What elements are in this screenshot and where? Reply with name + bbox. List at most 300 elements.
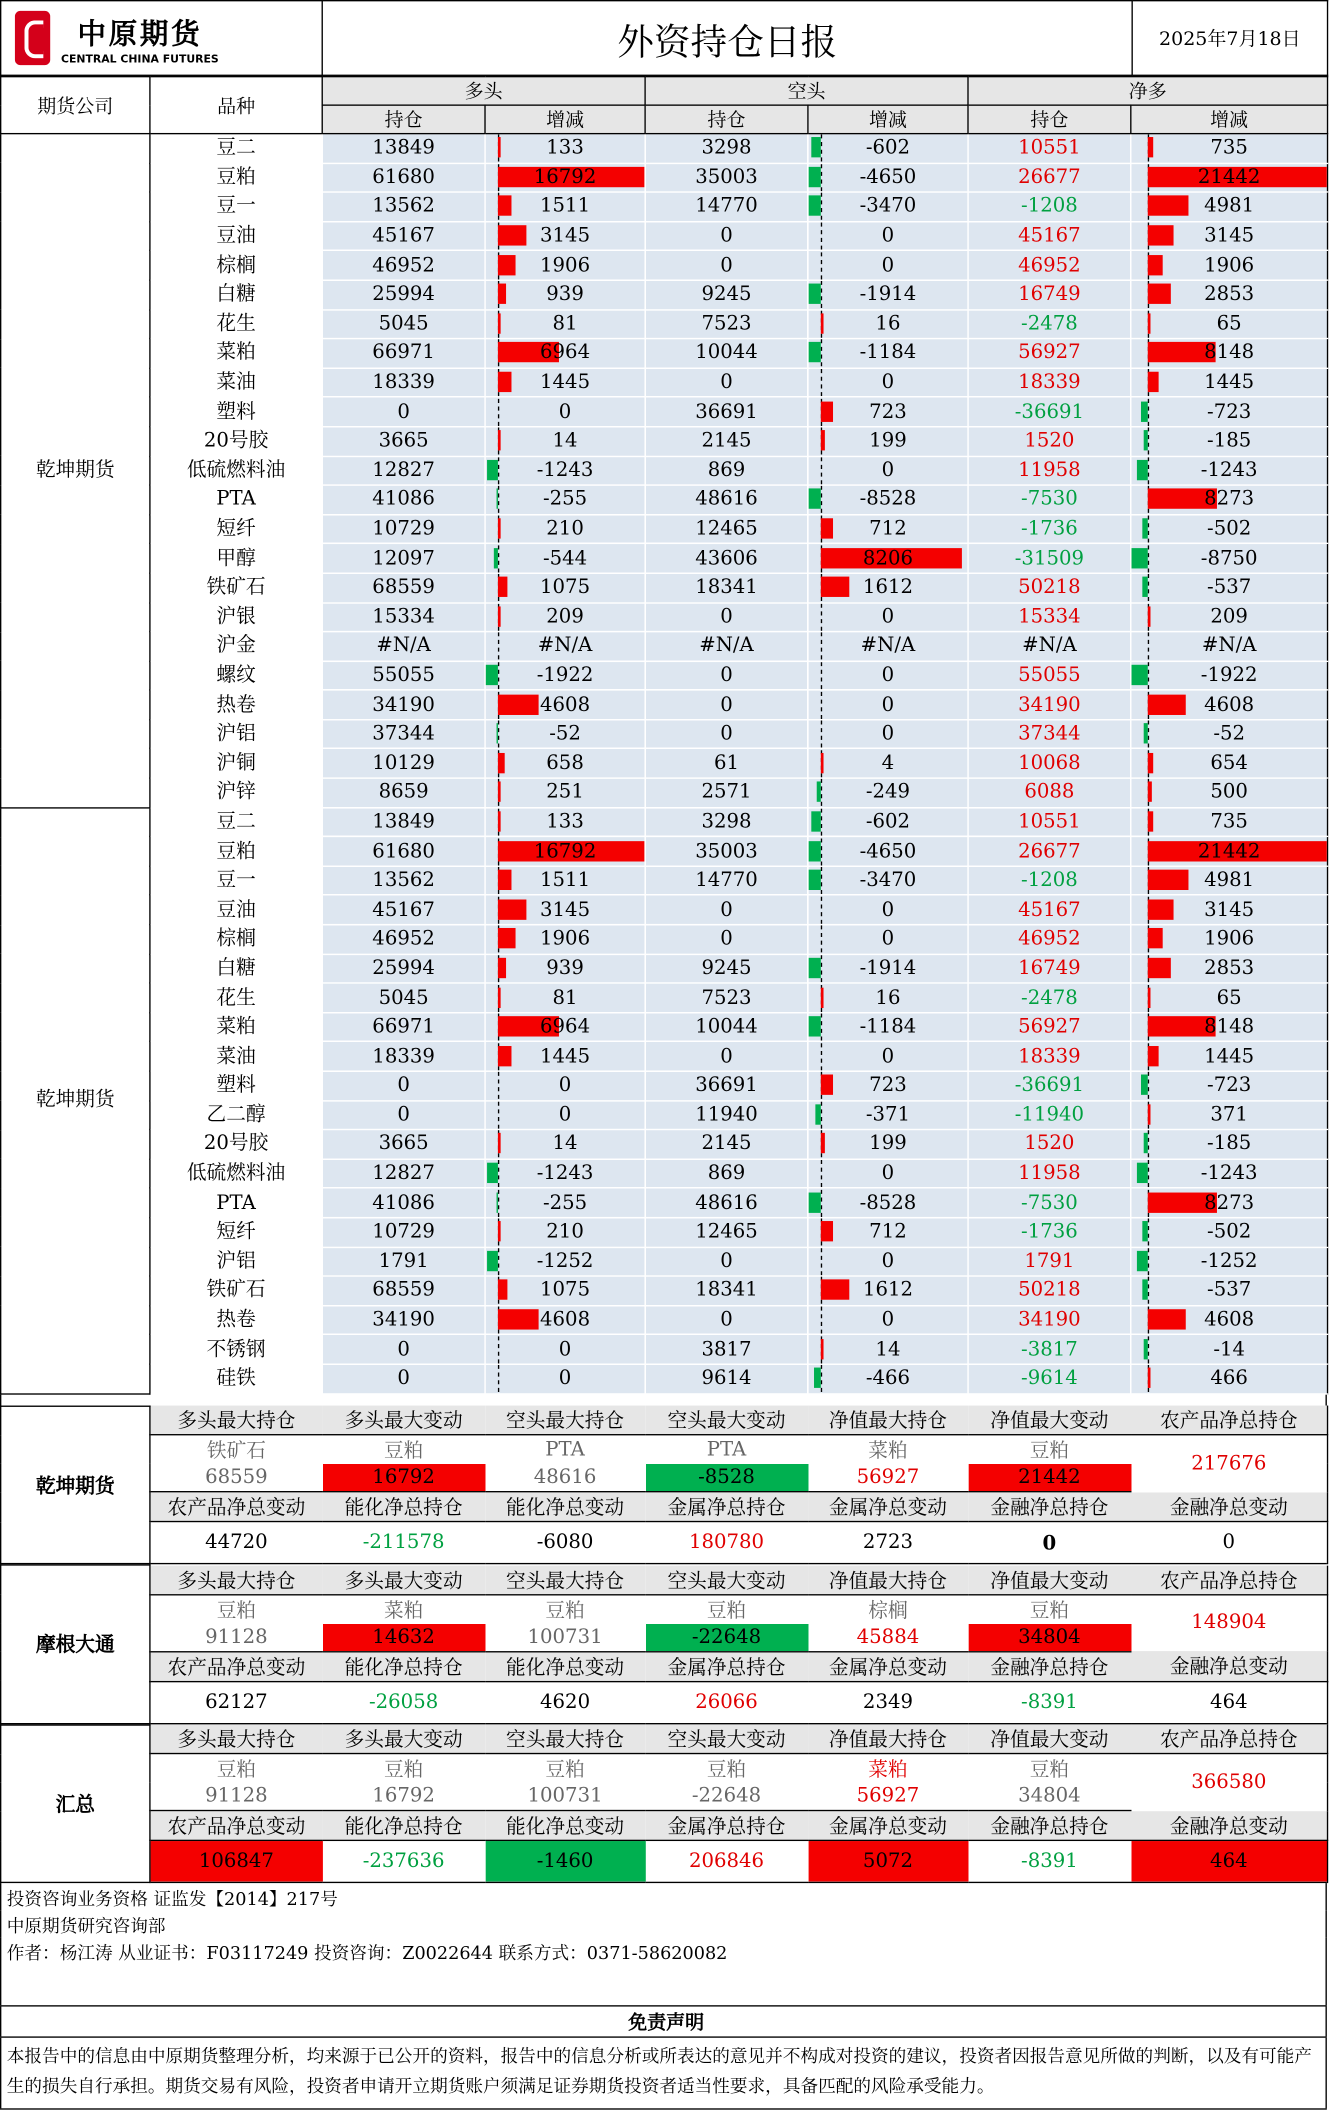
zero-axis [821,1160,822,1187]
short-pos: 43606 [645,544,808,573]
net-chg [1131,1100,1328,1129]
change-value: -185 [1207,1133,1252,1156]
change-value: 0 [881,225,895,248]
short-pos: 0 [645,895,808,924]
increase-bar [498,313,500,333]
summary-value: 100731 [485,1783,645,1811]
long-pos: 5045 [322,983,485,1012]
summary-label: 金属净总变动 [808,1811,968,1841]
change-value: 65 [1216,987,1242,1009]
summary-value: -8528 [645,1464,808,1492]
variety-name: 菜油 [150,1042,322,1071]
decrease-bar [813,1368,821,1388]
short-chg [808,573,968,602]
short-chg [808,1305,968,1334]
col-net-chg: 增减 [1131,105,1328,133]
change-value: -185 [1207,430,1252,453]
increase-bar [821,1339,823,1359]
net-pos: -1208 [968,192,1131,221]
variety-name: 热卷 [150,1305,322,1334]
short-chg [808,1188,968,1217]
change-value: 1075 [540,576,591,599]
change-value: -8750 [1200,547,1258,570]
zero-axis [821,633,822,660]
summary-label: 金融净总持仓 [968,1492,1131,1522]
increase-bar [821,1134,824,1154]
col-variety: 品种 [150,77,322,134]
short-chg [808,778,968,807]
variety-name: 菜粕 [150,339,322,368]
summary-label: 金融净总变动 [1131,1811,1328,1841]
increase-bar [498,577,507,597]
change-value: -537 [1207,576,1252,599]
table-row [1,807,1328,836]
change-value: 3145 [1204,225,1255,248]
change-value: 16792 [533,840,597,863]
summary-variety: 豆粕 [1029,1600,1070,1622]
short-pos: 18341 [645,573,808,602]
variety-name: 豆二 [150,134,322,163]
change-value: 0 [881,254,895,277]
zero-axis [498,633,499,660]
change-value: 133 [546,137,584,160]
change-value: 1445 [540,371,591,394]
summary-label: 能化净总变动 [485,1811,645,1841]
variety-name: 花生 [150,983,322,1012]
short-chg [808,514,968,543]
change-value: 14 [552,1133,578,1156]
variety-name: 沪金 [150,632,322,661]
increase-bar [1147,284,1171,304]
change-value: 1906 [540,928,591,951]
long-chg [485,778,645,807]
table-row [1,1100,1328,1129]
short-pos: 2145 [645,1130,808,1159]
table-row [1,573,1328,602]
table-row [1,983,1328,1012]
summary-value: 91128 [150,1623,322,1651]
increase-bar [1147,1104,1150,1124]
change-value: -8528 [859,1192,917,1214]
long-pos: 25994 [322,280,485,309]
change-value: 3145 [1204,899,1255,921]
short-chg [808,134,968,163]
summary-row [1,1811,1328,1841]
increase-bar [498,987,500,1007]
increase-bar [821,313,823,333]
change-value: 0 [881,1045,895,1068]
zero-axis [821,1189,822,1216]
change-value: -255 [542,1192,588,1214]
change-value: -1922 [1200,664,1258,687]
variety-name: 乙二醇 [150,1100,322,1129]
change-value: -502 [1207,1221,1252,1244]
increase-bar [821,987,823,1007]
variety-name: 豆粕 [150,163,322,192]
decrease-bar [496,489,498,509]
variety-name: 短纤 [150,1218,322,1247]
long-chg [485,749,645,778]
short-chg [808,544,968,573]
change-value: 0 [558,1104,572,1126]
net-pos: -11940 [968,1100,1131,1129]
summary-value: -22648 [645,1623,808,1651]
summary-value: -26058 [369,1691,439,1713]
long-chg [485,1013,645,1042]
summary-agri-net: 148904 [1131,1594,1328,1651]
decrease-bar [1132,665,1148,685]
company-name: 乾坤期货 [1,134,150,808]
summary-row [1,1783,1328,1811]
net-chg [1131,1364,1328,1393]
zero-axis [498,662,499,689]
summary-company: 汇总 [1,1724,150,1882]
summary-variety: 铁矿石 [206,1440,266,1463]
summary-label: 能化净总持仓 [322,1492,485,1522]
increase-bar [498,870,511,890]
summary-row [1,1623,1328,1651]
net-pos: 50218 [968,573,1131,602]
zero-axis [498,721,499,748]
col-long-chg: 增减 [485,105,645,133]
short-pos: 0 [645,690,808,719]
summary-row [1,1594,1328,1623]
zero-axis [498,1248,499,1275]
decrease-bar [809,167,822,187]
net-pos: 16749 [968,954,1131,983]
zero-axis [821,721,822,748]
short-pos: 11940 [645,1100,808,1129]
increase-bar [498,372,511,392]
change-value: -1184 [859,342,917,365]
change-value: 6964 [540,342,591,365]
net-pos: 56927 [968,1013,1131,1042]
variety-name: 20号胶 [150,427,322,456]
summary-value: 16792 [322,1464,485,1492]
summary-value: 34804 [968,1623,1131,1651]
increase-bar [1147,694,1186,714]
change-value: 4608 [540,694,591,716]
short-chg [808,339,968,368]
change-value: 0 [881,459,895,482]
net-chg [1131,749,1328,778]
long-chg [485,807,645,836]
change-value: 0 [881,371,895,394]
variety-name: 塑料 [150,397,322,426]
summary-variety: 豆粕 [706,1600,747,1622]
net-chg [1131,1218,1328,1247]
long-pos: 46952 [322,251,485,280]
table-row [1,456,1328,485]
change-value: 371 [1210,1104,1248,1126]
summary-label: 农产品净总持仓 [1131,1406,1328,1435]
long-pos: 3665 [322,427,485,456]
net-pos: 55055 [968,661,1131,690]
short-pos: 0 [645,222,808,251]
long-pos: 61680 [322,837,485,866]
net-pos: 26677 [968,163,1131,192]
net-pos: 26677 [968,837,1131,866]
decrease-bar [488,1163,499,1183]
table-row [1,368,1328,397]
summary-row [1,1724,1328,1753]
variety-name: 豆一 [150,192,322,221]
col-short-pos: 持仓 [645,105,808,133]
short-chg [808,632,968,661]
change-value: -1252 [1200,1250,1258,1273]
net-pos: 11958 [968,1159,1131,1188]
zero-axis [498,545,499,572]
decrease-bar [809,343,822,363]
increase-bar [498,811,500,831]
table-row [1,309,1328,338]
logo-mark-icon [15,11,50,65]
change-value: 8148 [1204,342,1255,365]
variety-name: 沪铜 [150,749,322,778]
short-pos: 48616 [645,485,808,514]
long-pos: 0 [322,397,485,426]
short-chg [808,397,968,426]
col-long-pos: 持仓 [322,105,485,133]
variety-name: 棕榈 [150,251,322,280]
increase-bar [1147,958,1171,978]
increase-bar [1147,782,1151,802]
summary-label: 净值最大变动 [968,1565,1131,1594]
change-value: 4608 [1204,694,1255,716]
summary-variety: 棕榈 [868,1600,908,1622]
summary-value: -22648 [645,1783,808,1811]
report-date: 2025年7月18日 [1132,1,1327,76]
short-pos: 0 [645,1305,808,1334]
net-pos: 18339 [968,1042,1131,1071]
summary-value: 56927 [808,1783,968,1811]
table-row [1,954,1328,983]
short-chg [808,222,968,251]
net-pos: -1736 [968,1218,1131,1247]
short-chg [808,983,968,1012]
change-value: 8206 [862,547,913,570]
short-pos: 61 [645,749,808,778]
table-row [1,1276,1328,1305]
change-value: 939 [546,283,584,306]
summary-variety: 菜粕 [383,1600,424,1622]
net-chg [1131,163,1328,192]
decrease-bar [486,665,499,685]
zero-axis [821,1014,822,1041]
variety-name: 沪铝 [150,1247,322,1276]
short-chg [808,661,968,690]
net-chg [1131,632,1328,661]
net-pos: 18339 [968,368,1131,397]
summary-label: 净值最大变动 [968,1406,1131,1435]
zero-axis [1147,662,1148,689]
zero-axis [821,193,822,220]
long-chg [485,280,645,309]
change-value: 209 [546,606,584,628]
change-value: 1906 [1204,254,1255,277]
change-value: -1914 [859,283,917,306]
decrease-bar [809,870,822,890]
net-pos: 10068 [968,749,1131,778]
summary-label: 能化净总持仓 [322,1651,485,1681]
net-pos: 11958 [968,456,1131,485]
table-row [1,251,1328,280]
variety-name: 沪银 [150,602,322,631]
long-chg [485,192,645,221]
increase-bar [498,1309,538,1329]
table-row [1,837,1328,866]
change-value: #N/A [537,635,593,658]
net-pos: -36691 [968,1071,1131,1100]
long-chg [485,1071,645,1100]
decrease-bar [1144,1339,1147,1359]
summary-variety: 菜粕 [868,1759,908,1782]
change-value: 466 [1210,1367,1248,1390]
zero-axis [821,135,822,162]
decrease-bar [809,1016,822,1036]
decrease-bar [488,460,499,480]
long-pos: 10729 [322,514,485,543]
change-value: 0 [881,899,895,921]
variety-name: 螺纹 [150,661,322,690]
change-value: 4608 [1204,1309,1255,1331]
net-pos: 45167 [968,222,1131,251]
increase-bar [498,518,500,538]
short-pos: 48616 [645,1188,808,1217]
variety-name: 豆油 [150,222,322,251]
change-value: 0 [881,928,895,951]
change-value: -1252 [536,1250,594,1273]
short-chg [808,1071,968,1100]
net-pos: #N/A [968,632,1131,661]
change-value: 1445 [540,1045,591,1068]
net-chg [1131,339,1328,368]
zero-axis [821,1248,822,1275]
net-pos: -3817 [968,1335,1131,1364]
net-chg [1131,280,1328,309]
decrease-bar [496,1192,498,1212]
change-value: -3470 [859,869,917,892]
increase-bar [498,958,506,978]
summary-value: 106847 [150,1840,322,1882]
summary-value: 206846 [688,1850,765,1873]
long-chg [485,485,645,514]
change-value: #N/A [860,635,916,658]
variety-name: 铁矿石 [150,573,322,602]
zero-axis [821,662,822,689]
net-chg [1131,1188,1328,1217]
positions-table [0,76,1328,1394]
zero-axis [1147,516,1148,543]
col-short-chg: 增减 [808,105,968,133]
long-pos: 12827 [322,1159,485,1188]
summary-value: 180780 [688,1531,765,1554]
increase-bar [821,430,824,450]
decrease-bar [1143,518,1147,538]
long-pos: 34190 [322,690,485,719]
zero-axis [1147,1336,1148,1363]
change-value: 654 [1210,752,1248,775]
zero-axis [1147,633,1148,660]
short-chg [808,192,968,221]
long-pos: 12827 [322,456,485,485]
short-chg [808,1013,968,1042]
long-chg [485,368,645,397]
summary-label: 金融净总持仓 [968,1811,1131,1841]
decrease-bar [1137,460,1147,480]
summary-value: 26066 [695,1691,758,1713]
change-value: 1906 [1204,928,1255,951]
long-chg [485,456,645,485]
short-pos: 0 [645,661,808,690]
change-value: -255 [542,488,588,511]
change-value: 16 [875,313,901,335]
table-row [1,1364,1328,1393]
long-chg [485,1100,645,1129]
summary-row [1,1435,1328,1464]
short-chg [808,1042,968,1071]
summary-agri-net: 217676 [1131,1435,1328,1492]
increase-bar [1147,255,1163,275]
table-row [1,690,1328,719]
long-pos: #N/A [322,632,485,661]
zero-axis [498,457,499,484]
logo-cn: 中原期货 [77,16,203,50]
net-pos: 1520 [968,1130,1131,1159]
summary-label: 农产品净总变动 [150,1811,322,1841]
net-chg [1131,1130,1328,1159]
summary-value: 16792 [322,1783,485,1811]
decrease-bar [809,489,822,509]
increase-bar [498,1134,500,1154]
change-value: 209 [1210,606,1248,628]
long-pos: 45167 [322,222,485,251]
short-pos: 10044 [645,339,808,368]
header-table [0,0,1328,76]
long-chg [485,397,645,426]
net-chg [1131,720,1328,749]
summary-row [1,1651,1328,1681]
long-chg [485,1130,645,1159]
net-chg [1131,309,1328,338]
increase-bar [1147,753,1152,773]
long-pos: 46952 [322,925,485,954]
zero-axis [1147,398,1148,425]
zero-axis [821,896,822,923]
summary-value: 44720 [205,1531,268,1554]
long-pos: 68559 [322,573,485,602]
summary-value: 48616 [485,1464,645,1492]
col-short: 空头 [645,77,968,105]
net-chg [1131,1276,1328,1305]
positions-body [1,134,1328,1394]
variety-name: 低硫燃料油 [150,456,322,485]
long-chg [485,309,645,338]
summary-value: 14632 [322,1623,485,1651]
variety-name: 豆一 [150,866,322,895]
long-chg [485,251,645,280]
summary-value: -237636 [362,1850,445,1873]
net-pos: 10551 [968,807,1131,836]
change-value: 4608 [540,1309,591,1331]
long-chg [485,1218,645,1247]
change-value: 81 [552,987,578,1009]
change-value: 1906 [540,254,591,277]
net-pos: 46952 [968,251,1131,280]
table-row [1,514,1328,543]
long-pos: 5045 [322,309,485,338]
long-pos: 18339 [322,368,485,397]
